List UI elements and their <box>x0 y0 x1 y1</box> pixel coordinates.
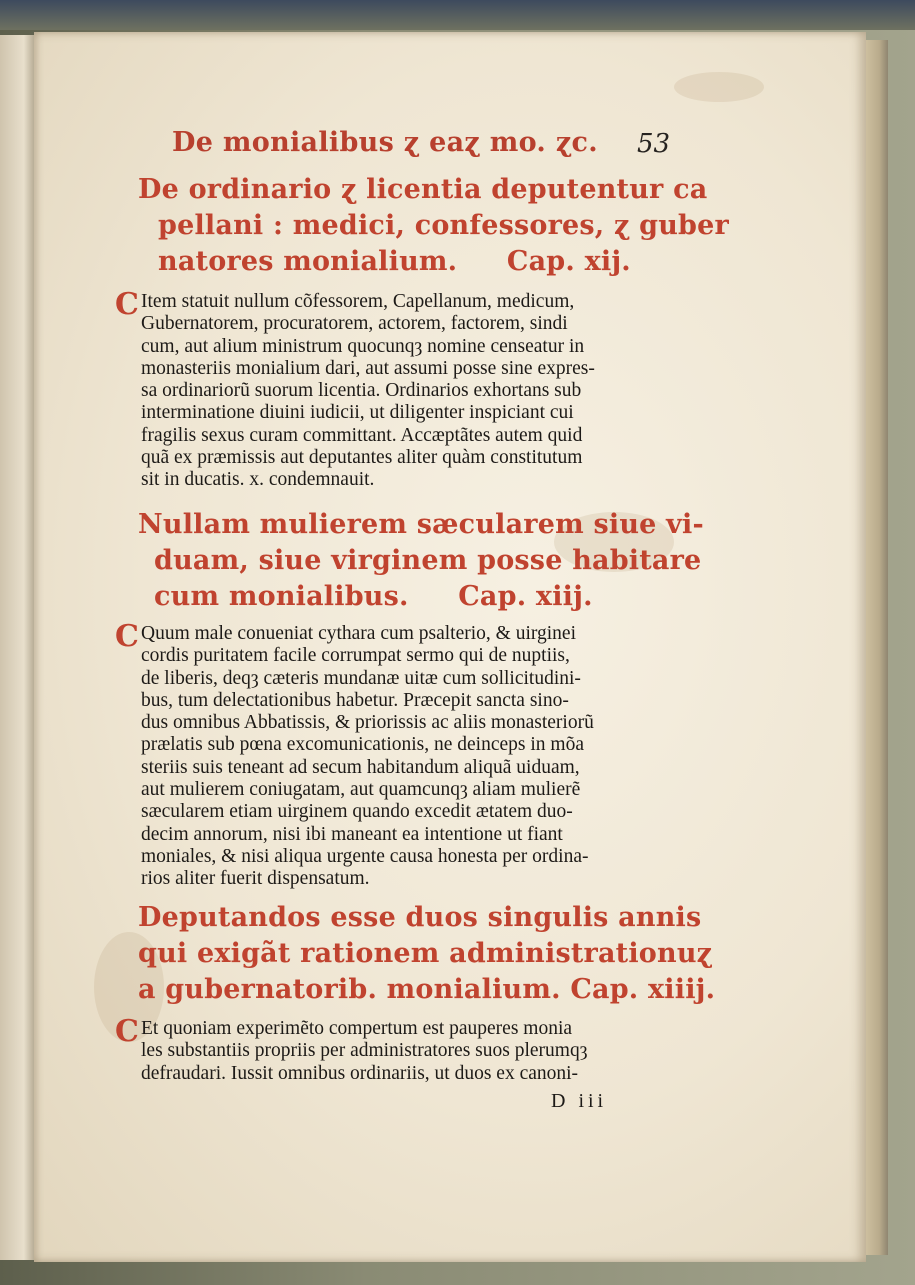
text-line: sa ordinariorũ suorum licentia. Ordinarios exhortans sub <box>141 380 582 402</box>
heading-line <box>138 972 716 1008</box>
text-line: de liberis, deqȝ cæteris mundanæ uitæ cum sollicitudini- <box>141 667 581 689</box>
text-line: interminatione diuini iudicii, ut diligenter inspiciant cui <box>141 402 574 424</box>
text-line: les substantiis propriis per administratores suos plerumqȝ <box>141 1040 588 1062</box>
chapter-14-heading <box>138 900 716 1008</box>
heading-last-line: a gubernatorib. monialium. <box>138 974 561 1005</box>
text-line: Item statuit nullum cõfessorem, Capellanum, medicum, <box>141 291 575 312</box>
heading-last-line: natores monialium. <box>158 246 458 277</box>
text-line: aut mulierem coniugatam, aut quamcunqȝ aliam mulierẽ <box>141 779 581 801</box>
book-top-edge <box>0 0 915 30</box>
heading-last-line: cum monialibus. <box>154 581 409 612</box>
text-line: cum, aut alium ministrum quocunqȝ nomine censeatur in <box>141 335 585 357</box>
heading-line: Deputandos esse duos singulis annis <box>138 902 702 933</box>
heading-line <box>138 244 678 280</box>
text-line: moniales, & nisi aliqua urgente causa honesta per ordina- <box>141 845 589 867</box>
text-line: dus omnibus Abbatissis, & priorissis ac aliis monasteriorũ <box>141 712 594 734</box>
text-line: Gubernatorem, procuratorem, actorem, factorem, sindi <box>141 313 568 335</box>
facing-page-edge <box>0 35 35 1260</box>
chapter-number: Cap. xij. <box>506 246 631 277</box>
text-line: monasteriis monialium dari, aut assumi posse sine expres- <box>141 357 595 379</box>
chapter-13-body <box>115 619 681 891</box>
text-line: prælatis sub pœna excomunicationis, ne deinceps in mõa <box>141 734 584 756</box>
text-line: steriis suis teneant ad secum habitandum aliquã uiduam, <box>141 756 580 778</box>
text-line: decim annorum, nisi ibi maneant ea intentione ut fiant <box>141 823 563 845</box>
chapter-12-body <box>115 287 681 492</box>
text-line: quã ex præmissis aut deputantes aliter quàm constitutum <box>141 447 583 469</box>
text-line: defraudari. Iussit omnibus ordinariis, ut duos ex canoni- <box>141 1062 579 1084</box>
running-head-title: De monialibus ɀ eaɀ mo. ɀc. <box>172 127 598 158</box>
text-line: fragilis sexus curam committant. Accæptãtes autem quid <box>141 424 583 446</box>
paragraph-mark: C <box>115 1014 139 1049</box>
chapter-13-heading <box>138 507 704 615</box>
heading-line: pellani : medici, confessores, ɀ guber <box>158 210 729 241</box>
heading-line <box>138 579 678 615</box>
chapter-14-body <box>115 1014 681 1085</box>
signature-mark: D iii <box>551 1090 608 1112</box>
text-line: sit in ducatis. x. condemnauit. <box>141 469 375 491</box>
text-line: sæcularem etiam uirginem quando excedit ætatem duo- <box>141 801 573 823</box>
text-line: Et quoniam experimẽto compertum est pauperes monia <box>141 1018 573 1039</box>
text-line: Quum male conueniat cythara cum psalterio, & uirginei <box>141 623 577 644</box>
text-line: rios aliter fuerit dispensatum. <box>141 868 370 890</box>
foxing-stain <box>674 72 764 102</box>
heading-line: Nullam mulierem sæcularem siue vi- <box>138 509 704 540</box>
chapter-number: Cap. xiij. <box>458 581 593 612</box>
text-line: cordis puritatem facile corrumpat sermo qui de nuptiis, <box>141 645 570 667</box>
text-line: bus, tum delectationibus habetur. Præcepit sancta sino- <box>141 689 569 711</box>
folio-number: 53 <box>637 129 671 159</box>
page-fore-edge <box>866 40 888 1255</box>
running-head <box>172 127 672 167</box>
heading-line: duam, siue virginem posse habitare <box>154 545 702 576</box>
chapter-12-heading <box>138 172 729 280</box>
paragraph-mark: C <box>115 619 139 654</box>
chapter-number: Cap. xiiij. <box>570 974 716 1005</box>
heading-line: qui exigãt rationem administrationuɀ <box>138 938 713 969</box>
paragraph-mark: C <box>115 287 139 322</box>
heading-line: De ordinario ɀ licentia deputentur ca <box>138 174 708 205</box>
